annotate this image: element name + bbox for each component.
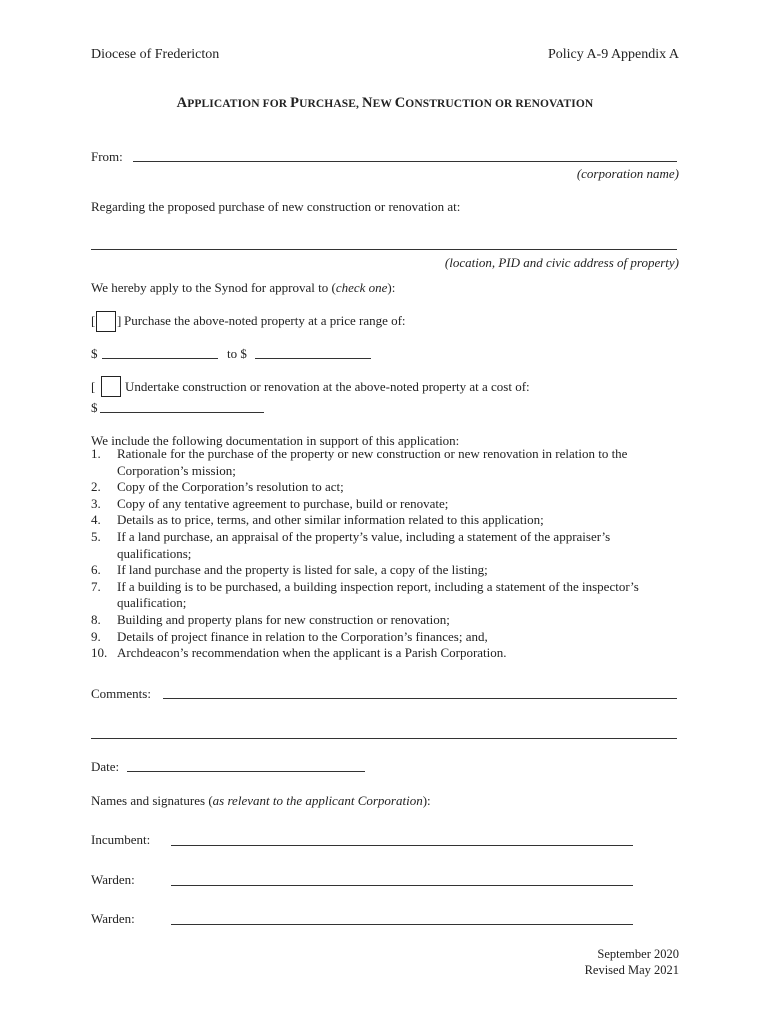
location-hint: (location, PID and civic address of property): [444, 255, 679, 270]
price-to-field[interactable]: [255, 358, 371, 359]
warden-2-label: Warden:: [91, 911, 135, 926]
title-cap-3: N: [361, 95, 373, 111]
incumbent-signature-field[interactable]: [171, 845, 633, 846]
apply-text-italic: check one: [335, 280, 388, 295]
footer-date: September 2020: [597, 947, 679, 961]
construction-checkbox[interactable]: [101, 376, 121, 397]
documentation-list: [91, 446, 681, 662]
footer-revised: Revised May 2021: [584, 963, 679, 977]
list-item-text: Archdeacon’s recommendation when the applicant is a Parish Corporation.: [117, 645, 507, 661]
list-item: [91, 645, 681, 662]
from-field[interactable]: [133, 161, 677, 162]
date-field[interactable]: [127, 771, 365, 772]
list-item-number: 4.: [91, 512, 101, 528]
documentation-intro: We include the following documentation in support of this application:: [91, 433, 460, 448]
list-item: [91, 629, 681, 646]
title-rest-1: PPLICATION FOR: [187, 98, 291, 110]
purchase-bracket-close: ]: [117, 313, 122, 328]
comments-field-line-2[interactable]: [91, 738, 677, 739]
title-cap-1: A: [176, 95, 188, 111]
signatures-text-after: ):: [422, 793, 431, 808]
list-item-text: Building and property plans for new construction or renovation;: [117, 611, 450, 627]
list-item: [91, 529, 681, 562]
list-item-number: 5.: [91, 528, 101, 544]
list-item-number: 7.: [91, 578, 101, 594]
signatures-text-italic: as relevant to the applicant Corporation: [212, 793, 423, 808]
list-item-text: Details as to price, terms, and other similar information related to this application;: [117, 512, 544, 528]
warden-1-signature-field[interactable]: [171, 885, 633, 886]
list-item-number: 3.: [91, 495, 101, 511]
list-item-number: 10.: [91, 645, 108, 661]
warden-2-signature-field[interactable]: [171, 924, 633, 925]
purchase-checkbox[interactable]: [96, 311, 116, 332]
list-item: [91, 562, 681, 579]
apply-text-after: ):: [387, 280, 396, 295]
title-cap-2: P: [290, 95, 300, 111]
list-item: [91, 496, 681, 513]
header-organization: Diocese of Fredericton: [91, 47, 220, 62]
list-item: [91, 479, 681, 496]
list-item-number: 1.: [91, 446, 101, 461]
price-from-field[interactable]: [102, 358, 218, 359]
purchase-bracket-open: [: [91, 313, 96, 328]
title-rest-2: URCHASE,: [299, 98, 362, 110]
warden-1-label: Warden:: [91, 872, 135, 887]
header-policy-reference: Policy A-9 Appendix A: [547, 47, 679, 62]
regarding-text: Regarding the proposed purchase of new construction or renovation at:: [91, 199, 461, 214]
location-field[interactable]: [91, 249, 677, 250]
incumbent-label: Incumbent:: [91, 832, 151, 847]
list-item-text: Copy of any tentative agreement to purchase, build or renovate;: [117, 495, 449, 511]
comments-label: Comments:: [91, 686, 151, 701]
list-item-number: 2.: [91, 479, 101, 495]
title-rest-3: EW: [372, 98, 395, 110]
page-title: [0, 95, 770, 112]
list-item-text: Rationale for the purchase of the property or new construction or new renovation in relation to the Corporation’s mission;: [117, 446, 628, 478]
cost-prefix: $: [91, 400, 98, 415]
list-item-number: 8.: [91, 611, 101, 627]
list-item-text: Copy of the Corporation’s resolution to act;: [117, 479, 344, 495]
price-to-prefix: to $: [227, 346, 247, 361]
apply-text: [91, 280, 395, 296]
list-item-text: If land purchase and the property is listed for sale, a copy of the listing;: [117, 562, 488, 578]
list-item: [91, 579, 681, 612]
price-from-prefix: $: [91, 346, 98, 361]
list-item-text: If a land purchase, an appraisal of the property’s value, including a statement of the appraiser’s qualifications;: [117, 528, 611, 561]
title-rest-4: ONSTRUCTION OR RENOVATION: [405, 98, 594, 110]
construction-bracket-open: [: [91, 379, 96, 394]
list-item: [91, 446, 681, 479]
date-label: Date:: [91, 759, 120, 774]
from-hint: (corporation name): [576, 166, 679, 181]
apply-text-before: We hereby apply to the Synod for approval to (: [91, 280, 336, 295]
signatures-intro: [91, 793, 431, 809]
list-item-number: 6.: [91, 562, 101, 578]
list-item: [91, 612, 681, 629]
list-item-number: 9.: [91, 628, 101, 644]
comments-field-line-1[interactable]: [163, 698, 677, 699]
cost-field[interactable]: [100, 412, 264, 413]
construction-option-label: Undertake construction or renovation at the above-noted property at a cost of:: [125, 379, 530, 394]
list-item-text: If a building is to be purchased, a building inspection report, including a statement of the inspector’s qualification;: [117, 578, 639, 611]
title-cap-4: C: [394, 95, 406, 111]
signatures-text-before: Names and signatures (: [91, 793, 213, 808]
purchase-option-label: Purchase the above-noted property at a price range of:: [124, 313, 406, 328]
list-item-text: Details of project finance in relation to the Corporation’s finances; and,: [117, 628, 488, 644]
list-item: [91, 512, 681, 529]
from-label: From:: [91, 149, 123, 164]
